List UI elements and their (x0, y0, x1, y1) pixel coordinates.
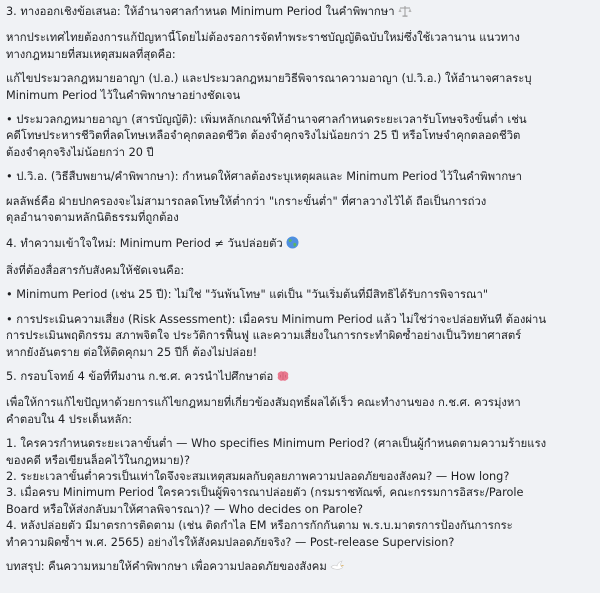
section-5-intro-line-2: คำตอบใน 4 ประเด็นหลัก: (6, 412, 133, 426)
section-3-intro-line-1: หากประเทศไทยต้องการแก้ปัญหานี้โดยไม่ต้องรอการจัดทำพระราชบัญญัติฉบับใหม่ซึ่งใช้เวลานาน แนวทาง (6, 31, 520, 45)
section-3-proposal-line-2: Minimum Period ไว้ในคำพิพากษาอย่างชัดเจน (6, 88, 241, 102)
balance-scale-icon (398, 5, 412, 22)
section-4-bullet-2-line-1: • การประเมินความเสี่ยง (Risk Assessment): เมื่อครบ Minimum Period แล้ว ไม่ใช่ว่าจะปล่อยทันที ต้องผ่าน (6, 312, 547, 326)
section-3-intro-line-2: ทางกฎหมายที่สมเหตุสมผลที่สุดคือ: (6, 47, 176, 61)
question-4-line-1: 4. หลังปล่อยตัว มีมาตรการติดตาม (เช่น ติดกำไล EM หรือการกักกันตาม พ.ร.บ.มาตรการป้องกันการกระ (6, 519, 513, 533)
question-3-line-1: 3. เมื่อครบ Minimum Period ใครควรเป็นผู้พิจารณาปล่อยตัว (กรมราชทัณฑ์, คณะกรรมการอิสระ/Parole (6, 486, 524, 500)
section-5-intro-line-1: เพื่อให้การแก้ไขปัญหาด้วยการแก้ไขกฎหมายที่เกี่ยวข้องสัมฤทธิ์ผลได้เร็ว คณะทำงานของ ก.ช.ศ. ควรมุ่งหา (6, 396, 521, 410)
conclusion-text: บทสรุป: คืนความหมายให้คำพิพากษา เพื่อความปลอดภัยของสังคม (6, 559, 327, 573)
section-4-intro: สิ่งที่ต้องสื่อสารกับสังคมให้ชัดเจนคือ: (6, 263, 185, 277)
conclusion (6, 559, 594, 577)
question-1-line-1: 1. ใครควรกำหนดระยะเวลาขั้นต่ำ — Who specifies Minimum Period? (ศาลเป็นผู้กำหนดตามความร้ายแรง (6, 437, 547, 451)
section-3-bullet-1-line-2: คดีโทษประหารชีวิตที่ลดโทษเหลือจำคุกตลอดชีวิต ต้องจำคุกจริงไม่น้อยกว่า 25 ปี หรือโทษจำคุกตลอดชีวิต (6, 129, 521, 143)
section-4-heading (6, 236, 594, 254)
question-4-line-2: ทำความผิดซ้ำฯ พ.ศ. 2565) อย่างไรให้สังคมปลอดภัยจริง? — Post-release Supervision? (6, 535, 455, 549)
section-4-bullet-1: • Minimum Period (เช่น 25 ปี): ไม่ใช่ "วันพ้นโทษ" แต่เป็น "วันเริ่มต้นที่มีสิทธิได้รับการพิจารณา" (6, 288, 489, 302)
section-3-heading-text: 3. ทางออกเชิงข้อเสนอ: ให้อำนาจศาลกำหนด Minimum Period ในคำพิพากษา (6, 5, 395, 18)
dove-icon (330, 560, 344, 577)
section-5-heading-text: 5. กรอบโจทย์ 4 ข้อที่ทีมงาน ก.ช.ศ. ควรนำไปศึกษาต่อ (6, 369, 274, 383)
section-3-bullet-2-line-3: ดุลอำนาจตามหลักนิติธรรมที่ถูกต้อง (6, 211, 179, 225)
section-3-bullet-2-line-2: ผลลัพธ์คือ ฝ่ายปกครองจะไม่สามารถลดโทษให้ต่ำกว่า "เกราะขั้นต่ำ" ที่ศาลวางไว้ได้ ถือเป็นการถ่วง (6, 194, 487, 208)
section-4-heading-text: 4. ทำความเข้าใจใหม่: Minimum Period ≠ วันปล่อยตัว (6, 237, 283, 251)
question-3-line-2: Board หรือให้ส่งกลับมาให้ศาลพิจารณา)? — Who decides on Parole? (6, 502, 363, 516)
question-2-line-1: 2. ระยะเวลาขั้นต่ำควรเป็นเท่าใดจึงจะสมเหตุสมผลกับดุลยภาพความปลอดภัยของสังคม? — How long? (6, 469, 510, 483)
brain-icon (276, 370, 290, 387)
section-3-heading (6, 4, 594, 22)
section-3-proposal-line-1: แก้ไขประมวลกฎหมายอาญา (ป.อ.) และประมวลกฎหมายวิธีพิจารณาความอาญา (ป.วิ.อ.) ให้อำนาจศาลระบุ (6, 72, 532, 86)
globe-icon (286, 236, 299, 254)
section-3-bullet-1-line-1: • ประมวลกฎหมายอาญา (สารบัญญัติ): เพิ่มหลักเกณฑ์ให้อำนาจศาลกำหนดระยะเวลารับโทษจริงขั้นต่ำ เช่น (6, 113, 527, 127)
question-1-line-2: ของคดี หรือเขียนล็อคไว้ในกฎหมาย)? (6, 453, 190, 467)
section-4-bullet-2-line-3: หากยังอันตราย ต่อให้ติดคุกมา 25 ปีก็ ต้องไม่ปล่อย! (6, 345, 258, 359)
section-3-bullet-2-line-1: • ป.วิ.อ. (วิธีสืบพยาน/คำพิพากษา): กำหนดให้ศาลต้องระบุเหตุผลและ Minimum Period ไว้ในคำพิพากษา (6, 170, 523, 184)
section-3-bullet-1-line-3: ต้องจำคุกจริงไม่น้อยกว่า 20 ปี (6, 145, 154, 159)
section-4-bullet-2-line-2: การประเมินพฤติกรรม สภาพจิตใจ ประวัติการฟื้นฟู และความเสี่ยงในการกระทำผิดซ้ำอย่างเป็นวิทยาศาสตร์ (6, 329, 522, 343)
section-5-heading (6, 369, 594, 387)
